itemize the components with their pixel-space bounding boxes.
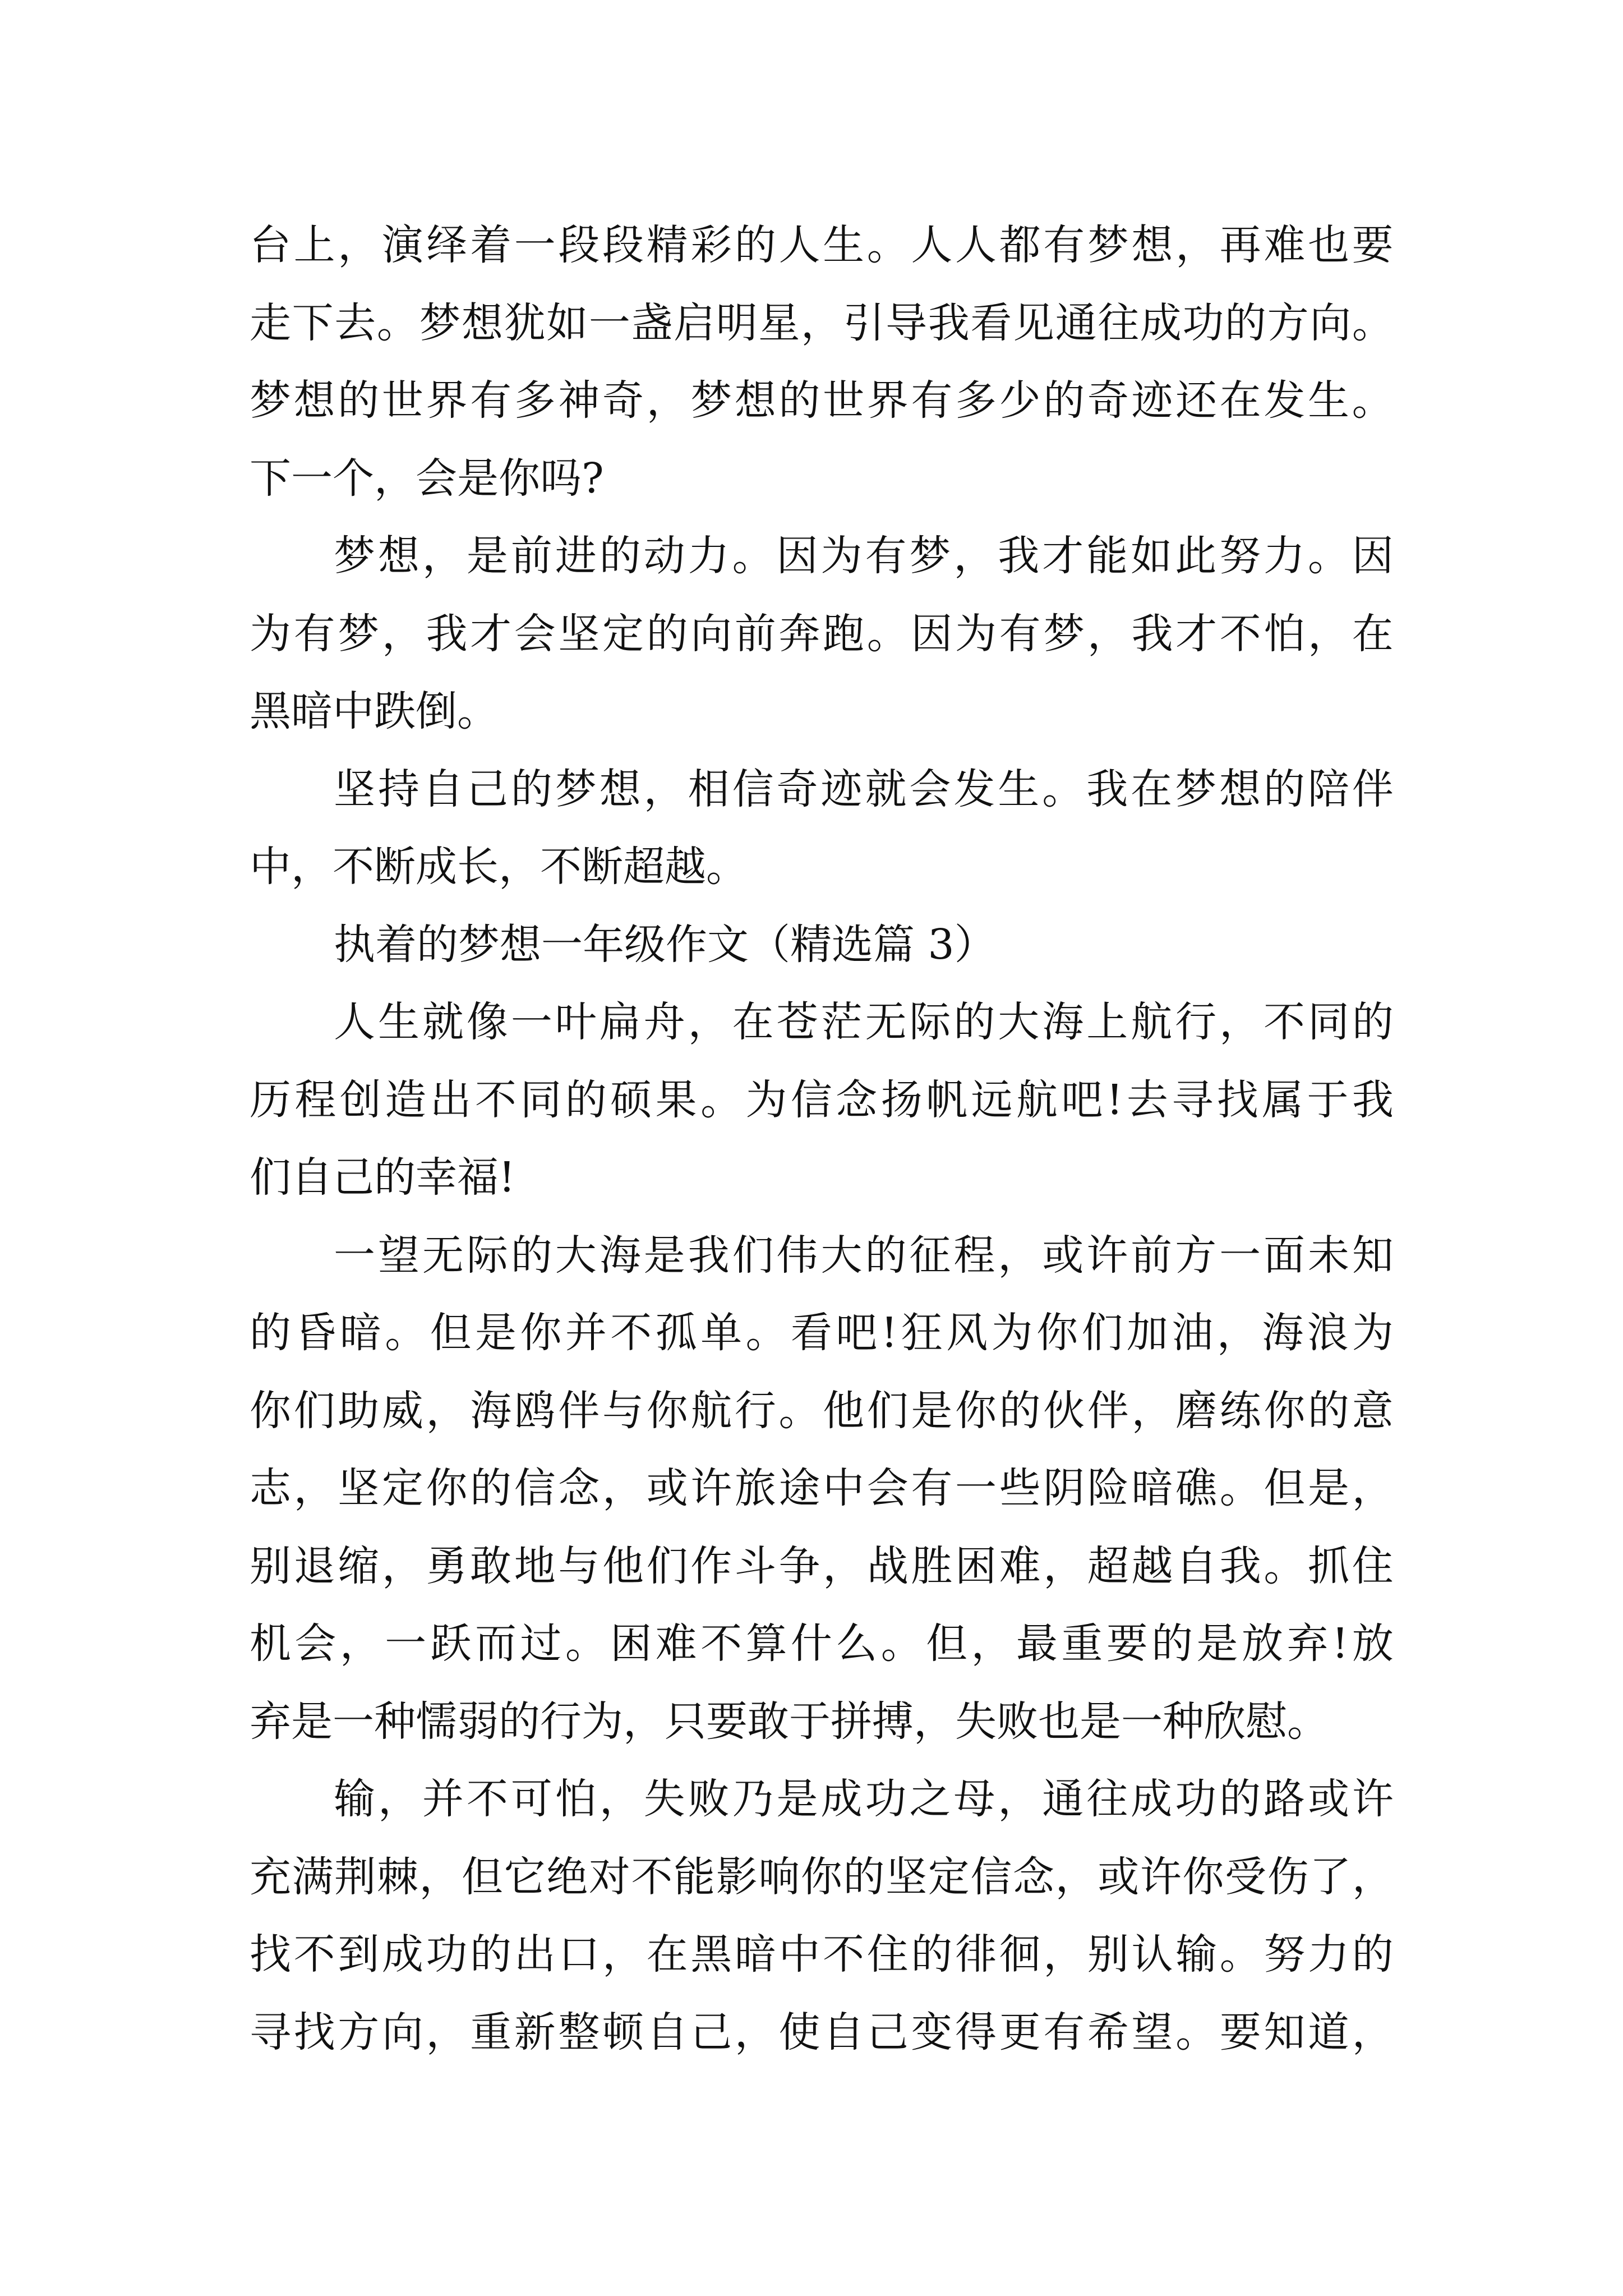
text-line: 机 会 ， 一 跃 而 过 。 困 难 不 算 什 么 。 但 ， 最 重 要 的 是 放 弃 ! 放 bbox=[250, 1619, 1394, 1668]
text-line: 历 程 创 造 出 不 同 的 硕 果 。 为 信 念 扬 帆 远 航 吧 ! 去 寻 找 属 于 我 bbox=[250, 1075, 1394, 1124]
text-line: 们自己的幸福! bbox=[250, 1153, 515, 1202]
text-line: 人 生 就 像 一 叶 扁 舟 ， 在 苍 茫 无 际 的 大 海 上 航 行 ， 不 同 的 bbox=[334, 998, 1394, 1046]
text-line: 黑暗中跌倒。 bbox=[250, 687, 499, 735]
text-line: 一 望 无 际 的 大 海 是 我 们 伟 大 的 征 程 ， 或 许 前 方 一 面 未 知 bbox=[334, 1231, 1394, 1280]
text-line: 梦 想 ， 是 前 进 的 动 力 。 因 为 有 梦 ， 我 才 能 如 此 努 力 。 因 bbox=[334, 532, 1394, 580]
text-line: 中，不断成长，不断超越。 bbox=[250, 843, 748, 891]
text-line: 找 不 到 成 功 的 出 口 ， 在 黑 暗 中 不 住 的 徘 徊 ， 别 认 输 。 努 力 的 bbox=[250, 1930, 1394, 1978]
text-line: 下一个，会是你吗? bbox=[250, 454, 604, 503]
text-line: 充 满 荆 棘 ， 但 它 绝 对 不 能 影 响 你 的 坚 定 信 念 ， 或 许 你 受 伤 了 ， bbox=[250, 1852, 1394, 1901]
text-line: 为 有 梦 ， 我 才 会 坚 定 的 向 前 奔 跑 。 因 为 有 梦 ， 我 才 不 怕 ， 在 bbox=[250, 609, 1394, 658]
text-line: 弃是一种懦弱的行为，只要敢于拼搏，失败也是一种欣慰。 bbox=[250, 1697, 1329, 1746]
text-line: 的 昏 暗 。 但 是 你 并 不 孤 单 。 看 吧 ! 狂 风 为 你 们 加 油 ， 海 浪 为 bbox=[250, 1309, 1394, 1357]
document-body bbox=[250, 206, 1394, 2071]
text-line: 梦 想 的 世 界 有 多 神 奇 ， 梦 想 的 世 界 有 多 少 的 奇 迹 还 在 发 生 。 bbox=[250, 376, 1394, 425]
text-line: 志 ， 坚 定 你 的 信 念 ， 或 许 旅 途 中 会 有 一 些 阴 险 暗 礁 。 但 是 ， bbox=[250, 1464, 1394, 1512]
text-line: 别 退 缩 ， 勇 敢 地 与 他 们 作 斗 争 ， 战 胜 困 难 ， 超 越 自 我 。 抓 住 bbox=[250, 1542, 1394, 1590]
text-line: 寻 找 方 向 ， 重 新 整 顿 自 己 ， 使 自 己 变 得 更 有 希 望 。 要 知 道 ， bbox=[250, 2008, 1394, 2056]
text-line: 台 上 ， 演 绎 着 一 段 段 精 彩 的 人 生 。 人 人 都 有 梦 想 ， 再 难 也 要 bbox=[250, 221, 1394, 269]
text-line: 执着的梦想一年级作文（精选篇 3） bbox=[334, 920, 996, 969]
text-line: 你 们 助 威 ， 海 鸥 伴 与 你 航 行 。 他 们 是 你 的 伙 伴 ， 磨 练 你 的 意 bbox=[250, 1386, 1394, 1435]
text-line: 输 ， 并 不 可 怕 ， 失 败 乃 是 成 功 之 母 ， 通 往 成 功 的 路 或 许 bbox=[334, 1775, 1394, 1823]
text-line: 坚 持 自 己 的 梦 想 ， 相 信 奇 迹 就 会 发 生 。 我 在 梦 想 的 陪 伴 bbox=[334, 765, 1394, 813]
text-line: 走 下 去 。 梦 想 犹 如 一 盏 启 明 星 ， 引 导 我 看 见 通 往 成 功 的 方 向 。 bbox=[250, 298, 1394, 347]
